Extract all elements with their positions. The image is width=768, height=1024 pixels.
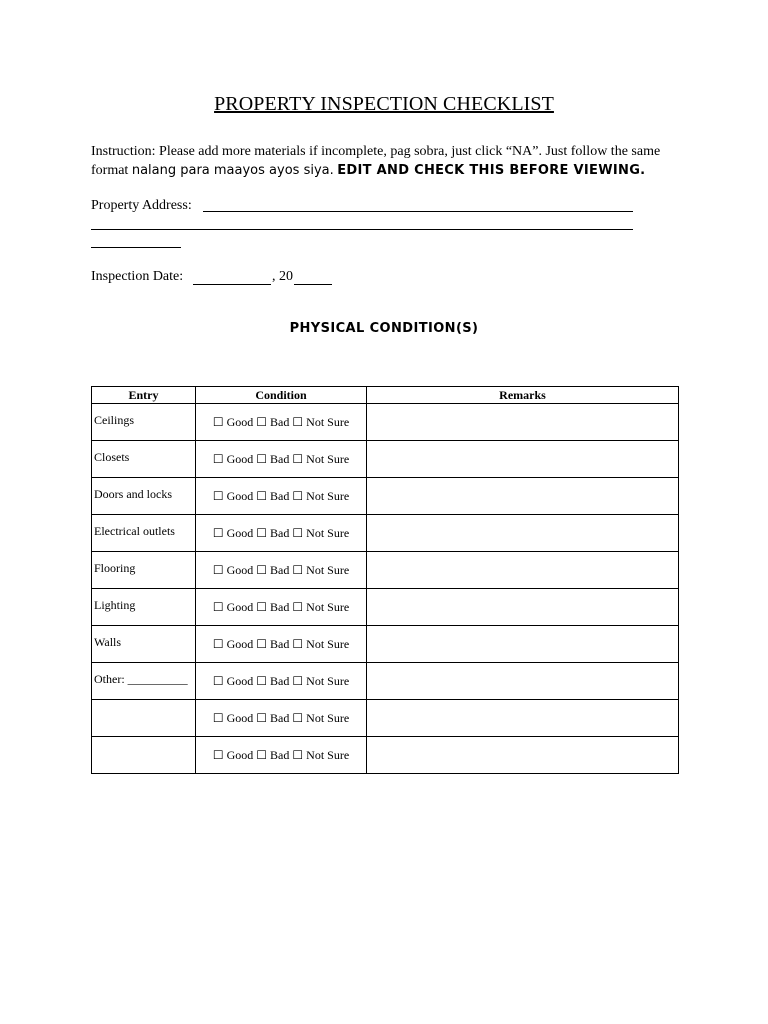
checkbox-bad[interactable]: ☐ xyxy=(256,710,268,725)
inspection-date-year-prefix: , 20 xyxy=(272,269,293,284)
entry-cell[interactable]: Electrical outlets xyxy=(92,515,196,552)
inspection-year-blank[interactable] xyxy=(294,284,332,285)
checkbox-good[interactable]: ☐ xyxy=(212,673,224,688)
option-label-not-sure: Not Sure xyxy=(306,562,350,577)
table-row xyxy=(92,700,679,737)
checkbox-bad[interactable]: ☐ xyxy=(256,673,268,688)
entry-cell[interactable]: Lighting xyxy=(92,589,196,626)
entry-cell[interactable]: Walls xyxy=(92,626,196,663)
instruction-text: Instruction: Please add more materials if incomplete, pag sobra, just click “NA”. Just follow the same format xyxy=(91,144,661,178)
checkbox-good[interactable]: ☐ xyxy=(212,451,224,466)
option-label-good: Good xyxy=(226,747,254,762)
header-condition: Condition xyxy=(196,387,367,404)
property-address-line-2[interactable] xyxy=(91,229,633,230)
instruction-paragraph xyxy=(91,142,691,180)
option-label-good: Good xyxy=(226,562,254,577)
option-label-bad: Bad xyxy=(270,673,290,688)
checkbox-good[interactable]: ☐ xyxy=(212,636,224,651)
checkbox-good[interactable]: ☐ xyxy=(212,747,224,762)
option-label-good: Good xyxy=(226,414,254,429)
instruction-text-sans: nalang para maayos ayos siya. xyxy=(131,163,334,178)
table-row xyxy=(92,552,679,589)
option-label-bad: Bad xyxy=(270,562,290,577)
table-row xyxy=(92,515,679,552)
remarks-cell[interactable] xyxy=(367,626,679,663)
checkbox-not-sure[interactable]: ☐ xyxy=(292,747,304,762)
option-label-bad: Bad xyxy=(270,414,290,429)
table-row xyxy=(92,441,679,478)
instruction-bold-text: EDIT AND CHECK THIS BEFORE VIEWING. xyxy=(337,163,646,178)
option-label-good: Good xyxy=(226,599,254,614)
condition-cell xyxy=(196,626,367,663)
remarks-cell[interactable] xyxy=(367,404,679,441)
option-label-not-sure: Not Sure xyxy=(306,525,350,540)
option-label-not-sure: Not Sure xyxy=(306,710,350,725)
option-label-bad: Bad xyxy=(270,599,290,614)
checkbox-good[interactable]: ☐ xyxy=(212,414,224,429)
condition-cell xyxy=(196,737,367,774)
table-header-row xyxy=(92,387,679,404)
option-label-good: Good xyxy=(226,710,254,725)
condition-cell xyxy=(196,700,367,737)
option-label-bad: Bad xyxy=(270,525,290,540)
option-label-not-sure: Not Sure xyxy=(306,636,350,651)
remarks-cell[interactable] xyxy=(367,478,679,515)
checkbox-bad[interactable]: ☐ xyxy=(256,562,268,577)
checkbox-not-sure[interactable]: ☐ xyxy=(292,636,304,651)
entry-cell[interactable]: Doors and locks xyxy=(92,478,196,515)
option-label-good: Good xyxy=(226,673,254,688)
entry-cell[interactable]: Closets xyxy=(92,441,196,478)
table-row xyxy=(92,589,679,626)
checkbox-not-sure[interactable]: ☐ xyxy=(292,451,304,466)
property-address-line-3[interactable] xyxy=(91,247,181,248)
header-remarks: Remarks xyxy=(367,387,679,404)
remarks-cell[interactable] xyxy=(367,552,679,589)
checkbox-not-sure[interactable]: ☐ xyxy=(292,525,304,540)
option-label-not-sure: Not Sure xyxy=(306,414,350,429)
checkbox-not-sure[interactable]: ☐ xyxy=(292,488,304,503)
condition-cell xyxy=(196,441,367,478)
option-label-bad: Bad xyxy=(270,636,290,651)
property-address-label: Property Address: xyxy=(91,198,192,213)
condition-cell xyxy=(196,663,367,700)
checkbox-bad[interactable]: ☐ xyxy=(256,488,268,503)
option-label-not-sure: Not Sure xyxy=(306,488,350,503)
entry-cell[interactable] xyxy=(92,700,196,737)
checkbox-bad[interactable]: ☐ xyxy=(256,636,268,651)
checkbox-bad[interactable]: ☐ xyxy=(256,747,268,762)
table-row xyxy=(92,404,679,441)
option-label-bad: Bad xyxy=(270,488,290,503)
option-label-bad: Bad xyxy=(270,747,290,762)
table-row xyxy=(92,737,679,774)
option-label-bad: Bad xyxy=(270,451,290,466)
checkbox-bad[interactable]: ☐ xyxy=(256,451,268,466)
remarks-cell[interactable] xyxy=(367,663,679,700)
option-label-good: Good xyxy=(226,636,254,651)
inspection-date-label: Inspection Date: xyxy=(91,269,184,284)
checkbox-good[interactable]: ☐ xyxy=(212,525,224,540)
header-entry: Entry xyxy=(92,387,196,404)
remarks-cell[interactable] xyxy=(367,700,679,737)
entry-cell[interactable]: Other: __________ xyxy=(92,663,196,700)
checkbox-not-sure[interactable]: ☐ xyxy=(292,599,304,614)
option-label-good: Good xyxy=(226,451,254,466)
option-label-bad: Bad xyxy=(270,710,290,725)
condition-cell xyxy=(196,515,367,552)
condition-cell xyxy=(196,589,367,626)
checkbox-bad[interactable]: ☐ xyxy=(256,525,268,540)
inspection-table xyxy=(91,386,679,774)
checkbox-good[interactable]: ☐ xyxy=(212,599,224,614)
checkbox-not-sure[interactable]: ☐ xyxy=(292,414,304,429)
checkbox-not-sure[interactable]: ☐ xyxy=(292,710,304,725)
remarks-cell[interactable] xyxy=(367,515,679,552)
option-label-good: Good xyxy=(226,488,254,503)
checkbox-good[interactable]: ☐ xyxy=(212,562,224,577)
entry-cell[interactable]: Flooring xyxy=(92,552,196,589)
property-address-line-1[interactable] xyxy=(203,211,633,212)
condition-cell xyxy=(196,478,367,515)
option-label-not-sure: Not Sure xyxy=(306,673,350,688)
table-row xyxy=(92,626,679,663)
checkbox-not-sure[interactable]: ☐ xyxy=(292,562,304,577)
option-label-not-sure: Not Sure xyxy=(306,451,350,466)
option-label-good: Good xyxy=(226,525,254,540)
section-title: PHYSICAL CONDITION(S) xyxy=(289,321,479,336)
checkbox-good[interactable]: ☐ xyxy=(212,710,224,725)
checkbox-good[interactable]: ☐ xyxy=(212,488,224,503)
checkbox-not-sure[interactable]: ☐ xyxy=(292,673,304,688)
condition-cell xyxy=(196,552,367,589)
entry-cell[interactable] xyxy=(92,737,196,774)
remarks-cell[interactable] xyxy=(367,737,679,774)
inspection-date-blank[interactable] xyxy=(193,284,271,285)
table-row xyxy=(92,663,679,700)
document-title: PROPERTY INSPECTION CHECKLIST xyxy=(214,93,554,115)
remarks-cell[interactable] xyxy=(367,589,679,626)
remarks-cell[interactable] xyxy=(367,441,679,478)
option-label-not-sure: Not Sure xyxy=(306,599,350,614)
condition-cell xyxy=(196,404,367,441)
table-row xyxy=(92,478,679,515)
checkbox-bad[interactable]: ☐ xyxy=(256,414,268,429)
checkbox-bad[interactable]: ☐ xyxy=(256,599,268,614)
option-label-not-sure: Not Sure xyxy=(306,747,350,762)
entry-cell[interactable]: Ceilings xyxy=(92,404,196,441)
